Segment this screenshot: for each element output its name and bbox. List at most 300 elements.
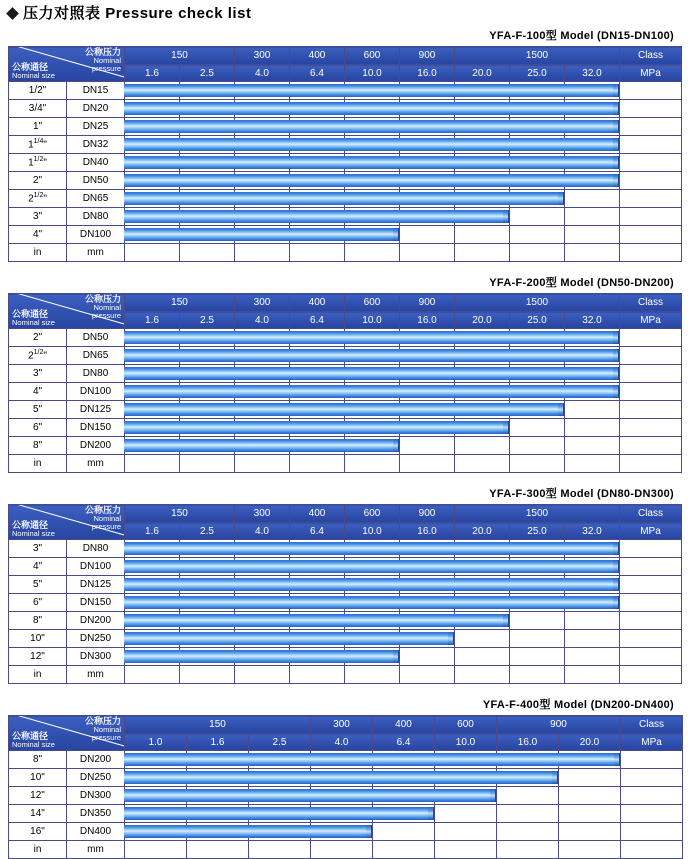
range-bar-cell <box>125 630 180 648</box>
size-inch-cell: 12" <box>9 648 67 666</box>
range-bar-cell <box>373 751 435 769</box>
range-bar-cell <box>345 630 400 648</box>
unit-in-cell: in <box>9 841 67 859</box>
range-bar-cell <box>565 82 620 100</box>
mpa-header-cell: 20.0 <box>455 65 510 82</box>
class-header-cell: 900 <box>400 294 455 312</box>
table-row <box>9 751 683 769</box>
size-dn-cell: DN80 <box>67 540 125 558</box>
range-bar-cell <box>400 118 455 136</box>
tables-container <box>0 25 688 859</box>
size-dn-cell: DN80 <box>67 365 125 383</box>
range-bar-cell <box>290 172 345 190</box>
unit-blank-cell <box>235 244 290 262</box>
range-bar-cell <box>565 208 620 226</box>
range-bar-cell <box>565 347 620 365</box>
range-bar-cell <box>455 540 510 558</box>
unit-in-cell: in <box>9 666 67 684</box>
range-bar-cell <box>125 347 180 365</box>
mpa-header-cell: 25.0 <box>510 523 565 540</box>
range-bar-cell <box>290 612 345 630</box>
range-bar-cell <box>510 383 565 401</box>
range-bar-cell <box>290 118 345 136</box>
mpa-header-cell: 6.4 <box>290 65 345 82</box>
range-bar-cell <box>455 190 510 208</box>
table-row <box>9 347 682 365</box>
table-row <box>9 208 682 226</box>
range-bar-cell <box>235 136 290 154</box>
class-header-cell: 400 <box>290 294 345 312</box>
range-bar-cell <box>235 594 290 612</box>
mpa-header-cell: 10.0 <box>345 523 400 540</box>
table-row <box>9 136 682 154</box>
range-bar-cell <box>510 172 565 190</box>
pressure-table <box>8 46 682 262</box>
range-bar-cell <box>510 365 565 383</box>
unit-blank-cell <box>510 244 565 262</box>
range-bar-cell <box>311 787 373 805</box>
size-dn-cell: DN250 <box>67 630 125 648</box>
range-bar-cell <box>180 437 235 455</box>
class-header-cell: 900 <box>497 716 621 734</box>
range-bar-cell <box>345 172 400 190</box>
unit-blank-cell <box>400 666 455 684</box>
range-bar-cell <box>565 190 620 208</box>
range-bar-cell <box>510 594 565 612</box>
range-bar-cell <box>290 208 345 226</box>
size-inch-cell: 10" <box>9 769 67 787</box>
class-header-cell: 400 <box>373 716 435 734</box>
class-header-cell: 150 <box>125 716 311 734</box>
size-inch-cell: 3" <box>9 365 67 383</box>
table-row <box>9 154 682 172</box>
unit-blank-cell <box>565 455 620 473</box>
row-class-cell <box>620 558 682 576</box>
range-bar-cell <box>400 226 455 244</box>
class-header-cell: 1500 <box>455 505 620 523</box>
range-bar-cell <box>400 401 455 419</box>
range-bar-cell <box>565 100 620 118</box>
size-inch-cell: 4" <box>9 558 67 576</box>
pressure-table-block <box>8 25 680 262</box>
unit-blank-cell <box>235 666 290 684</box>
unit-blank-cell <box>400 455 455 473</box>
range-bar-cell <box>249 805 311 823</box>
range-bar-cell <box>290 437 345 455</box>
mpa-header-cell: 6.4 <box>290 312 345 329</box>
table-unit-row <box>9 455 682 473</box>
table-row <box>9 118 682 136</box>
range-bar-cell <box>180 154 235 172</box>
range-bar-cell <box>125 154 180 172</box>
mpa-header-cell: 2.5 <box>249 734 311 751</box>
mpa-unit-header: MPa <box>620 312 682 329</box>
range-bar-cell <box>311 751 373 769</box>
class-header-cell: 300 <box>235 47 290 65</box>
range-bar-cell <box>235 419 290 437</box>
table-row <box>9 558 682 576</box>
mpa-unit-header: MPa <box>621 734 683 751</box>
range-bar-cell <box>125 751 187 769</box>
range-bar-cell <box>455 383 510 401</box>
pressure-table <box>8 504 682 684</box>
range-bar-cell <box>565 118 620 136</box>
range-bar-cell <box>510 648 565 666</box>
range-bar-cell <box>180 172 235 190</box>
range-bar-cell <box>345 190 400 208</box>
range-bar-cell <box>455 226 510 244</box>
range-bar-cell <box>400 329 455 347</box>
range-bar-cell <box>455 648 510 666</box>
mpa-header-cell: 16.0 <box>497 734 559 751</box>
size-dn-cell: DN200 <box>67 612 125 630</box>
range-bar-cell <box>455 154 510 172</box>
unit-blank-cell <box>180 455 235 473</box>
range-bar-cell <box>400 100 455 118</box>
mpa-header-cell: 4.0 <box>235 65 290 82</box>
pressure-table-block <box>8 694 680 859</box>
range-bar-cell <box>125 805 187 823</box>
range-bar-cell <box>180 630 235 648</box>
mpa-header-cell: 1.6 <box>125 523 180 540</box>
page-title <box>0 0 688 25</box>
unit-class-cell <box>620 455 682 473</box>
unit-mm-cell: mm <box>67 244 125 262</box>
range-bar-cell <box>180 648 235 666</box>
range-bar-cell <box>510 82 565 100</box>
row-class-cell <box>620 329 682 347</box>
range-bar-cell <box>345 226 400 244</box>
mpa-header-cell: 32.0 <box>565 523 620 540</box>
size-inch-cell: 2" <box>9 329 67 347</box>
size-inch-cell: 3/4" <box>9 100 67 118</box>
range-bar-cell <box>290 347 345 365</box>
range-bar-cell <box>559 805 621 823</box>
range-bar-cell <box>435 751 497 769</box>
mpa-header-cell: 1.0 <box>125 734 187 751</box>
mpa-header-cell: 4.0 <box>311 734 373 751</box>
size-inch-cell: 5" <box>9 401 67 419</box>
range-bar-cell <box>290 401 345 419</box>
row-class-cell <box>620 648 682 666</box>
range-bar-cell <box>565 154 620 172</box>
range-bar-cell <box>125 172 180 190</box>
unit-mm-cell: mm <box>67 841 125 859</box>
range-bar-cell <box>180 365 235 383</box>
mpa-header-cell: 20.0 <box>559 734 621 751</box>
range-bar-cell <box>455 347 510 365</box>
range-bar-cell <box>455 558 510 576</box>
header-corner-cell: 公称压力 Nominal pressure 公称通径 Nominal size <box>9 716 125 751</box>
range-bar-cell <box>290 648 345 666</box>
unit-blank-cell <box>455 244 510 262</box>
class-header-cell: 1500 <box>455 47 620 65</box>
table-row <box>9 401 682 419</box>
range-bar-cell <box>235 383 290 401</box>
range-bar-cell <box>400 172 455 190</box>
range-bar-cell <box>400 558 455 576</box>
size-inch-cell: 4" <box>9 226 67 244</box>
unit-blank-cell <box>125 455 180 473</box>
range-bar-cell <box>510 630 565 648</box>
range-bar-cell <box>345 118 400 136</box>
class-unit-header: Class <box>620 505 682 523</box>
range-bar-cell <box>125 136 180 154</box>
mpa-header-cell: 25.0 <box>510 312 565 329</box>
range-bar-cell <box>400 419 455 437</box>
unit-in-cell: in <box>9 455 67 473</box>
size-dn-cell: DN350 <box>67 805 125 823</box>
unit-mm-cell: mm <box>67 455 125 473</box>
range-bar-cell <box>345 154 400 172</box>
range-bar-cell <box>565 437 620 455</box>
size-inch-cell: 2" <box>9 172 67 190</box>
page-title-cn: 压力对照表 <box>23 5 101 22</box>
table-row <box>9 419 682 437</box>
diamond-bullet-icon <box>6 7 19 20</box>
range-bar-cell <box>345 648 400 666</box>
table-row <box>9 576 682 594</box>
table-caption: YFA-F-200型 Model (DN50-DN200) <box>489 277 674 289</box>
table-row <box>9 612 682 630</box>
unit-mm-cell: mm <box>67 666 125 684</box>
range-bar-cell <box>290 630 345 648</box>
range-bar-cell <box>345 347 400 365</box>
mpa-header-cell: 16.0 <box>400 65 455 82</box>
table-row <box>9 383 682 401</box>
size-inch-cell: 6" <box>9 419 67 437</box>
range-bar-cell <box>565 383 620 401</box>
range-bar-cell <box>290 383 345 401</box>
range-bar-cell <box>455 118 510 136</box>
unit-blank-cell <box>565 244 620 262</box>
range-bar-cell <box>290 82 345 100</box>
row-class-cell <box>620 437 682 455</box>
range-bar-cell <box>290 136 345 154</box>
unit-blank-cell <box>559 841 621 859</box>
range-bar-cell <box>565 594 620 612</box>
size-inch-cell: 14" <box>9 805 67 823</box>
size-inch-cell: 6" <box>9 594 67 612</box>
size-inch-cell: $1^{1/4}$" <box>9 136 67 154</box>
row-class-cell <box>621 769 683 787</box>
range-bar-cell <box>180 118 235 136</box>
unit-blank-cell <box>435 841 497 859</box>
range-bar-cell <box>180 100 235 118</box>
size-dn-cell: DN100 <box>67 558 125 576</box>
size-dn-cell: DN150 <box>67 419 125 437</box>
class-header-cell: 300 <box>235 294 290 312</box>
unit-blank-cell <box>311 841 373 859</box>
range-bar-cell <box>125 787 187 805</box>
range-bar-cell <box>497 751 559 769</box>
header-corner-cell: 公称压力 Nominal pressure 公称通径 Nominal size <box>9 294 125 329</box>
table-header-row-class <box>9 47 682 65</box>
range-bar-cell <box>510 401 565 419</box>
mpa-header-cell: 20.0 <box>455 523 510 540</box>
range-bar-cell <box>497 769 559 787</box>
page-title-en: Pressure check list <box>105 5 252 22</box>
table-row <box>9 100 682 118</box>
size-dn-cell: DN50 <box>67 172 125 190</box>
range-bar-cell <box>565 630 620 648</box>
range-bar-cell <box>187 769 249 787</box>
mpa-header-cell: 4.0 <box>235 523 290 540</box>
size-dn-cell: DN400 <box>67 823 125 841</box>
class-header-cell: 300 <box>311 716 373 734</box>
size-dn-cell: DN100 <box>67 383 125 401</box>
range-bar-cell <box>290 154 345 172</box>
range-bar-cell <box>235 401 290 419</box>
class-header-cell: 150 <box>125 294 235 312</box>
size-dn-cell: DN200 <box>67 437 125 455</box>
range-bar-cell <box>400 190 455 208</box>
range-bar-cell <box>180 594 235 612</box>
unit-blank-cell <box>510 666 565 684</box>
range-bar-cell <box>510 558 565 576</box>
range-bar-cell <box>510 226 565 244</box>
table-row <box>9 594 682 612</box>
size-dn-cell: DN25 <box>67 118 125 136</box>
range-bar-cell <box>125 540 180 558</box>
size-inch-cell: 1/2" <box>9 82 67 100</box>
unit-blank-cell <box>180 244 235 262</box>
range-bar-cell <box>400 365 455 383</box>
size-inch-cell: 8" <box>9 612 67 630</box>
range-bar-cell <box>510 329 565 347</box>
row-class-cell <box>620 154 682 172</box>
row-class-cell <box>620 383 682 401</box>
range-bar-cell <box>400 208 455 226</box>
range-bar-cell <box>345 401 400 419</box>
size-inch-cell: $1^{1/2}$" <box>9 154 67 172</box>
unit-blank-cell <box>373 841 435 859</box>
mpa-header-cell: 32.0 <box>565 312 620 329</box>
size-dn-cell: DN300 <box>67 787 125 805</box>
mpa-header-cell: 1.6 <box>125 65 180 82</box>
range-bar-cell <box>345 419 400 437</box>
mpa-header-cell: 6.4 <box>373 734 435 751</box>
table-row <box>9 630 682 648</box>
range-bar-cell <box>455 172 510 190</box>
class-unit-header: Class <box>621 716 683 734</box>
range-bar-cell <box>235 630 290 648</box>
row-class-cell <box>620 136 682 154</box>
range-bar-cell <box>235 154 290 172</box>
pressure-table <box>8 293 682 473</box>
class-header-cell: 300 <box>235 505 290 523</box>
range-bar-cell <box>125 558 180 576</box>
range-bar-cell <box>565 136 620 154</box>
range-bar-cell <box>455 594 510 612</box>
range-bar-cell <box>249 787 311 805</box>
size-dn-cell: DN250 <box>67 769 125 787</box>
range-bar-cell <box>345 383 400 401</box>
range-bar-cell <box>400 594 455 612</box>
table-unit-row <box>9 244 682 262</box>
unit-blank-cell <box>187 841 249 859</box>
range-bar-cell <box>125 419 180 437</box>
range-bar-cell <box>180 540 235 558</box>
mpa-header-cell: 20.0 <box>455 312 510 329</box>
range-bar-cell <box>510 437 565 455</box>
unit-blank-cell <box>235 455 290 473</box>
range-bar-cell <box>565 401 620 419</box>
size-inch-cell: 3" <box>9 540 67 558</box>
range-bar-cell <box>235 190 290 208</box>
size-dn-cell: DN80 <box>67 208 125 226</box>
range-bar-cell <box>180 576 235 594</box>
table-row <box>9 226 682 244</box>
range-bar-cell <box>345 540 400 558</box>
range-bar-cell <box>510 540 565 558</box>
range-bar-cell <box>435 787 497 805</box>
range-bar-cell <box>455 329 510 347</box>
range-bar-cell <box>565 612 620 630</box>
range-bar-cell <box>510 154 565 172</box>
class-header-cell: 900 <box>400 505 455 523</box>
table-row <box>9 82 682 100</box>
range-bar-cell <box>180 558 235 576</box>
range-bar-cell <box>180 136 235 154</box>
range-bar-cell <box>510 190 565 208</box>
range-bar-cell <box>345 136 400 154</box>
range-bar-cell <box>455 576 510 594</box>
range-bar-cell <box>565 648 620 666</box>
range-bar-cell <box>455 365 510 383</box>
range-bar-cell <box>345 100 400 118</box>
mpa-header-cell: 16.0 <box>400 523 455 540</box>
size-inch-cell: 12" <box>9 787 67 805</box>
size-dn-cell: DN15 <box>67 82 125 100</box>
range-bar-cell <box>125 365 180 383</box>
mpa-header-cell: 2.5 <box>180 65 235 82</box>
size-inch-cell: 8" <box>9 751 67 769</box>
range-bar-cell <box>510 419 565 437</box>
range-bar-cell <box>455 100 510 118</box>
range-bar-cell <box>455 630 510 648</box>
row-class-cell <box>620 347 682 365</box>
range-bar-cell <box>290 419 345 437</box>
unit-class-cell <box>621 841 683 859</box>
table-row <box>9 365 682 383</box>
header-corner-cell: 公称压力 Nominal pressure 公称通径 Nominal size <box>9 47 125 82</box>
unit-blank-cell <box>125 666 180 684</box>
range-bar-cell <box>510 100 565 118</box>
class-header-cell: 600 <box>345 505 400 523</box>
unit-blank-cell <box>510 455 565 473</box>
pressure-table <box>8 715 683 859</box>
range-bar-cell <box>400 540 455 558</box>
range-bar-cell <box>400 576 455 594</box>
range-bar-cell <box>125 100 180 118</box>
range-bar-cell <box>125 648 180 666</box>
table-row <box>9 540 682 558</box>
range-bar-cell <box>345 329 400 347</box>
range-bar-cell <box>290 365 345 383</box>
table-header-row-class <box>9 716 683 734</box>
range-bar-cell <box>455 82 510 100</box>
range-bar-cell <box>249 751 311 769</box>
size-dn-cell: DN150 <box>67 594 125 612</box>
range-bar-cell <box>565 226 620 244</box>
size-inch-cell: 3" <box>9 208 67 226</box>
range-bar-cell <box>125 401 180 419</box>
table-row <box>9 190 682 208</box>
row-class-cell <box>620 118 682 136</box>
table-unit-row <box>9 666 682 684</box>
row-class-cell <box>621 805 683 823</box>
